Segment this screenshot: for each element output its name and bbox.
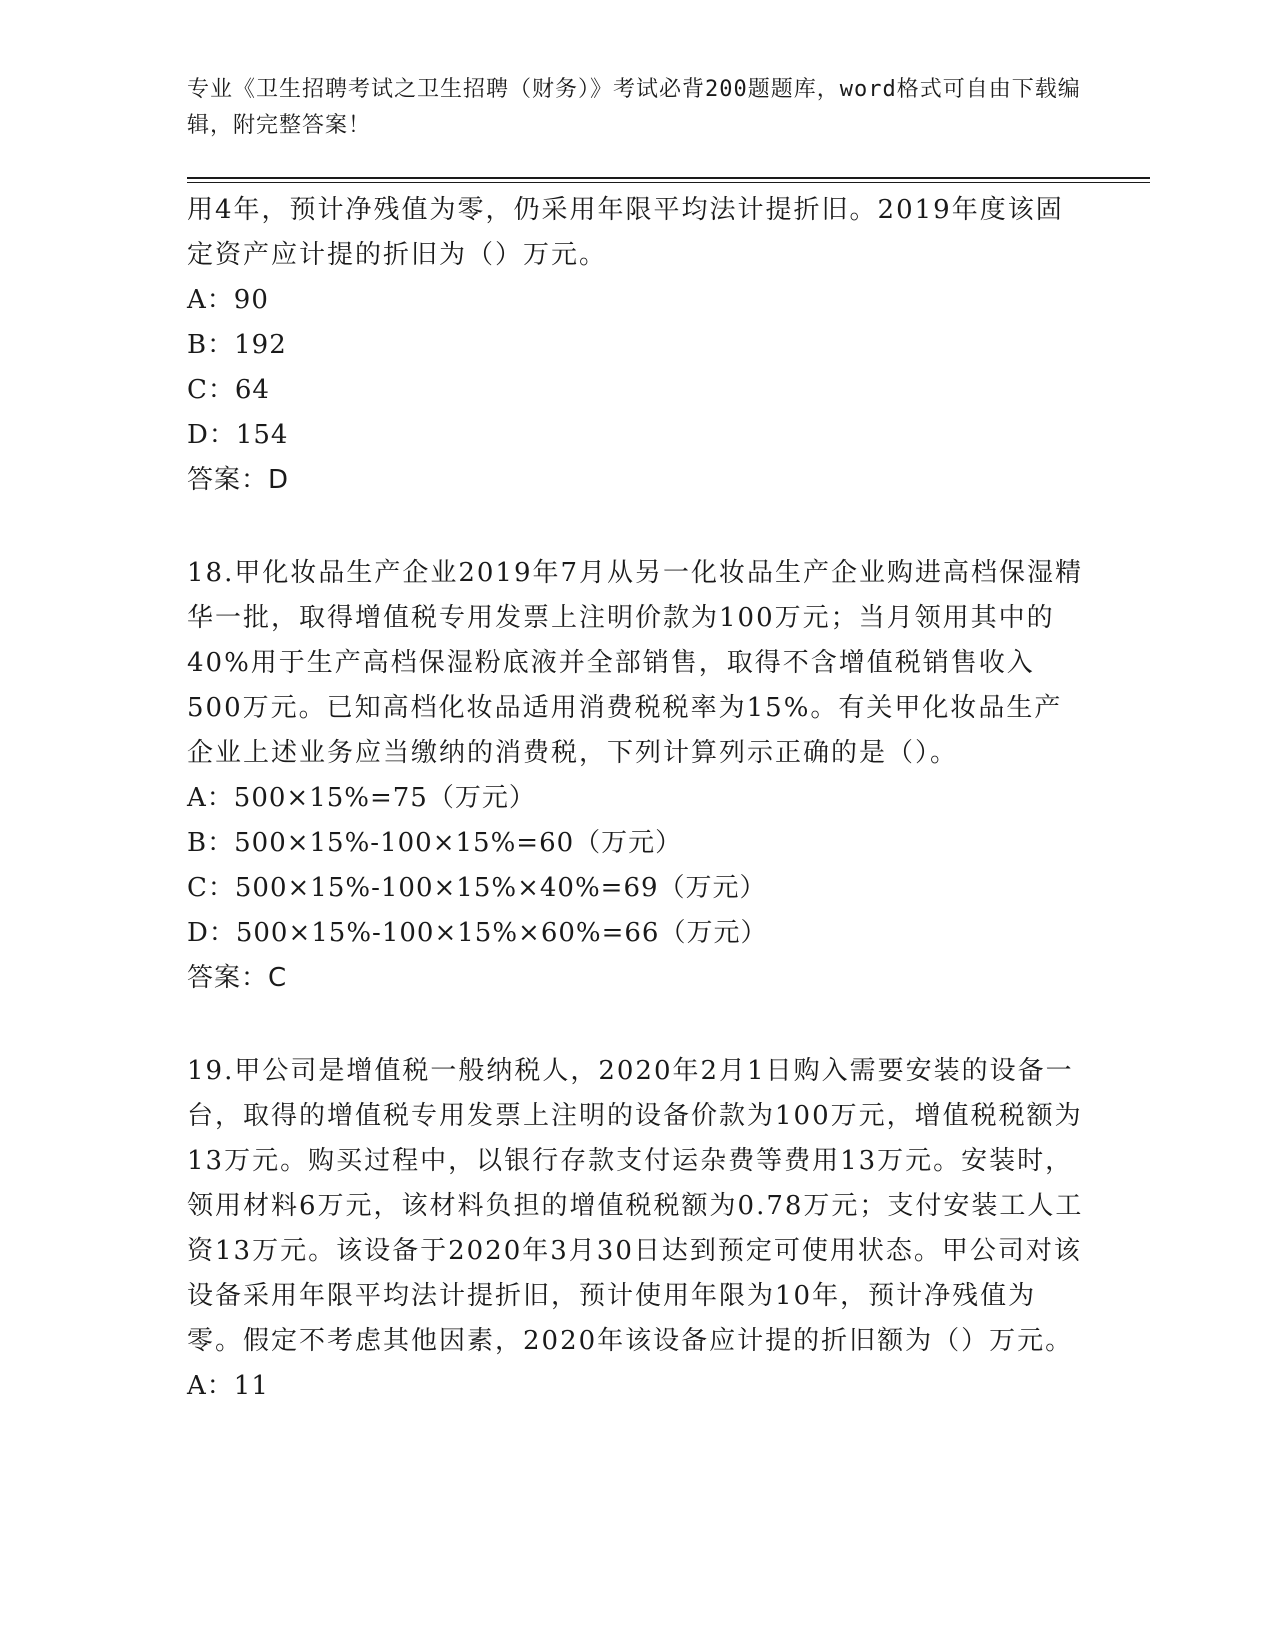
question-19 (187, 1049, 1087, 1409)
question-stem: 用4年，预计净残值为零，仍采用年限平均法计提折旧。2019年度该固定资产应计提的折旧为（）万元。 (187, 195, 1064, 270)
option-a: A：11 (187, 1371, 269, 1401)
option-a: A：500×15%=75（万元） (187, 783, 536, 813)
option-c: C：500×15%-100×15%×40%=69（万元） (187, 873, 767, 903)
question-stem: 18.甲化妆品生产企业2019年7月从另一化妆品生产企业购进高档保湿精华一批，取得增值税专用发票上注明价款为100万元；当月领用其中的40%用于生产高档保湿粉底液并全部销售，取得不含增值税销售收入500万元。已知高档化妆品适用消费税税率为15%。有关甲化妆品生产企业上述业务应当缴纳的消费税，下列计算列示正确的是（）。 (187, 558, 1084, 768)
answer-line: 答案：C (187, 963, 288, 993)
option-b: B：192 (187, 330, 287, 360)
spacer (187, 503, 1087, 551)
page-header: 专业《卫生招聘考试之卫生招聘（财务）》考试必背200题题库，word格式可自由下载编辑，附完整答案！ (187, 77, 1081, 138)
spacer (187, 1001, 1087, 1049)
header-divider (187, 177, 1150, 179)
answer-line: 答案：D (187, 465, 290, 495)
header-divider-thin (187, 182, 1150, 183)
option-a: A：90 (187, 285, 269, 315)
option-d: D：154 (187, 420, 289, 450)
question-continuation (187, 188, 1087, 503)
option-c: C：64 (187, 375, 270, 405)
option-d: D：500×15%-100×15%×60%=66（万元） (187, 918, 768, 948)
document-content (187, 188, 1087, 1409)
question-stem: 19.甲公司是增值税一般纳税人，2020年2月1日购入需要安装的设备一台，取得的增值税专用发票上注明的设备价款为100万元，增值税税额为13万元。购买过程中，以银行存款支付运杂费等费用13万元。安装时，领用材料6万元，该材料负担的增值税税额为0.78万元；支付安装工人工资13万元。该设备于2020年3月30日达到预定可使用状态。甲公司对该设备采用年限平均法计提折旧，预计使用年限为10年，预计净残值为零。假定不考虑其他因素，2020年该设备应计提的折旧额为（）万元。 (187, 1056, 1084, 1356)
option-b: B：500×15%-100×15%=60（万元） (187, 828, 683, 858)
question-18 (187, 551, 1087, 1001)
